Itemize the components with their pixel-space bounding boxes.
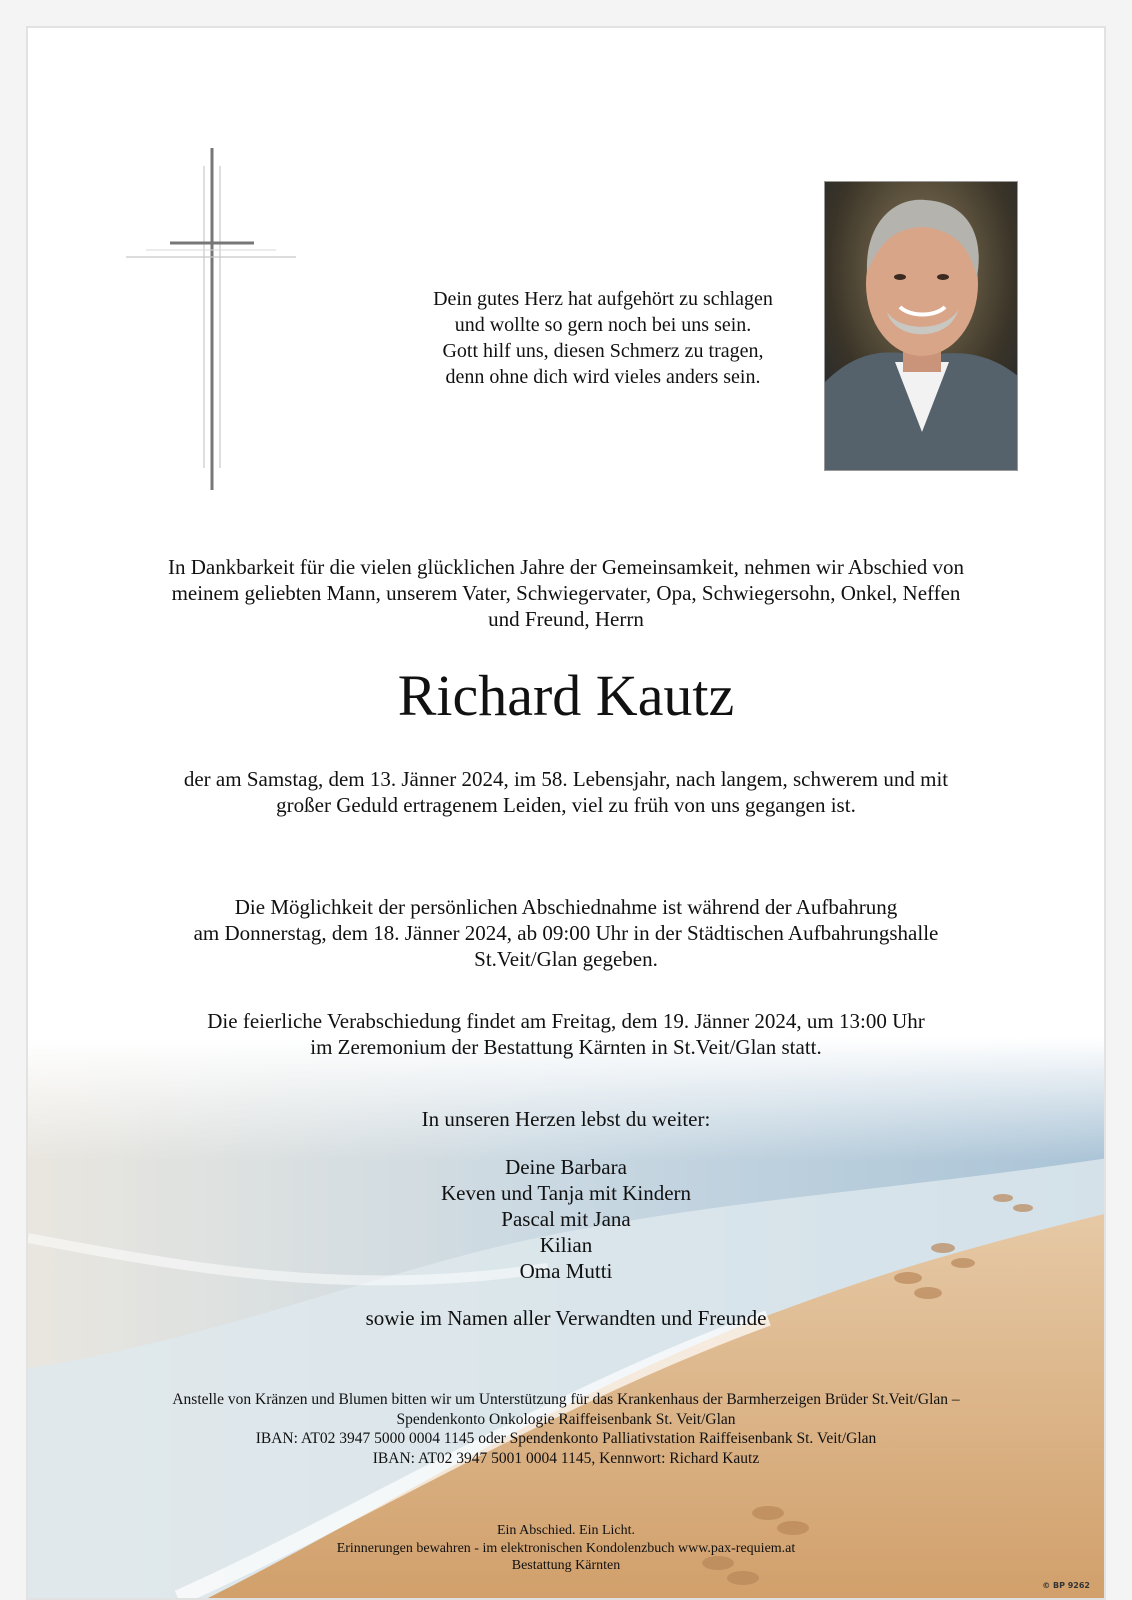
ceremony-line: Die feierliche Verabschiedung findet am Freitag, dem 19. Jänner 2024, um 13:00 Uhr xyxy=(207,1009,925,1033)
intro-line: und Freund, Herrn xyxy=(488,607,644,631)
footer xyxy=(28,1522,1104,1575)
death-line: der am Samstag, dem 13. Jänner 2024, im 58. Lebensjahr, nach langem, schwerem und mit xyxy=(183,767,949,791)
verse-line: Gott hilf uns, diesen Schmerz zu tragen, xyxy=(442,340,764,362)
donation-info xyxy=(28,1390,1104,1468)
portrait-photo xyxy=(824,181,1018,471)
donation-line: IBAN: AT02 3947 5000 0004 1145 oder Spendenkonto Palliativstation Raiffeisenbank St. Veit/Glan xyxy=(255,1430,877,1447)
mourner: Keven und Tanja mit Kindern xyxy=(440,1181,692,1205)
ceremony-line: im Zeremonium der Bestattung Kärnten in St.Veit/Glan statt. xyxy=(310,1035,822,1059)
cross-icon xyxy=(126,146,298,491)
obituary-card xyxy=(26,26,1106,1600)
viewing-line: St.Veit/Glan gegeben. xyxy=(474,947,658,971)
donation-line: Anstelle von Kränzen und Blumen bitten wir um Unterstützung für das Krankenhaus der Barmherzeigen Brüder St.Veit/Glan – xyxy=(172,1391,960,1408)
viewing-line: am Donnerstag, dem 18. Jänner 2024, ab 09:00 Uhr in der Städtischen Aufbahrungshalle xyxy=(193,921,939,945)
mourner: Oma Mutti xyxy=(519,1259,613,1283)
verse-line: Dein gutes Herz hat aufgehört zu schlagen xyxy=(433,288,773,310)
donation-line: IBAN: AT02 3947 5001 0004 1145, Kennwort: Richard Kautz xyxy=(372,1449,760,1467)
mourners-lead: In unseren Herzen lebst du weiter: xyxy=(421,1107,711,1131)
death-notice xyxy=(28,766,1104,818)
mourner: Deine Barbara xyxy=(505,1155,627,1179)
death-line: großer Geduld ertragenem Leiden, viel zu früh von uns gegangen ist. xyxy=(276,793,856,817)
intro-line: In Dankbarkeit für die vielen glücklichen Jahre der Gemeinsamkeit, nehmen wir Abschied von xyxy=(168,555,964,579)
mourner: Pascal mit Jana xyxy=(501,1207,631,1231)
mourner: Kilian xyxy=(539,1233,593,1257)
ceremony-info xyxy=(28,1008,1104,1060)
memorial-verse xyxy=(328,286,878,390)
intro-text xyxy=(28,554,1104,632)
footer-line: Ein Abschied. Ein Licht. xyxy=(496,1523,636,1538)
relatives-note: sowie im Namen aller Verwandten und Freunde xyxy=(365,1306,767,1330)
intro-line: meinem geliebten Mann, unserem Vater, Schwiegervater, Opa, Schwiegersohn, Onkel, Neffen xyxy=(171,581,961,605)
viewing-info xyxy=(28,894,1104,972)
deceased-name: Richard Kautz xyxy=(397,663,735,728)
verse-line: denn ohne dich wird vieles anders sein. xyxy=(445,366,761,388)
mourners-list xyxy=(28,1154,1104,1284)
footer-line: Erinnerungen bewahren - im elektronischen Kondolenzbuch www.pax-requiem.at xyxy=(336,1540,796,1556)
viewing-line: Die Möglichkeit der persönlichen Abschiednahme ist während der Aufbahrung xyxy=(234,895,898,919)
verse-line: und wollte so gern noch bei uns sein. xyxy=(454,314,752,336)
donation-line: Spendenkonto Onkologie Raiffeisenbank St. Veit/Glan xyxy=(396,1410,736,1428)
template-code: © BP 9262 xyxy=(1042,1581,1090,1590)
footer-line: Bestattung Kärnten xyxy=(511,1558,621,1573)
